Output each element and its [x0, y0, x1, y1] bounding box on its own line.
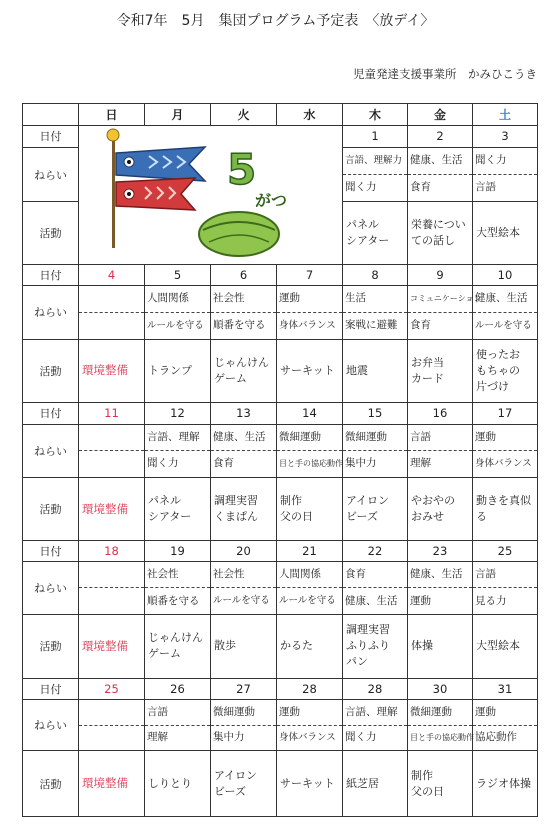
aim-secondary: 理解	[147, 731, 168, 744]
date-cell: 13	[211, 403, 277, 425]
aim-primary	[79, 700, 144, 726]
aim-cell	[277, 700, 343, 751]
pole-icon	[112, 136, 115, 248]
date-row	[23, 403, 538, 425]
date-cell: 1	[343, 125, 408, 148]
aim-primary: 食育	[343, 562, 407, 589]
activity-row	[23, 615, 538, 679]
activity-cell: サーキット	[277, 751, 343, 817]
aim-cell	[343, 424, 408, 477]
aim-cell	[408, 561, 473, 614]
aim-cell	[343, 561, 408, 614]
date-cell: 3	[473, 125, 538, 148]
aim-cell	[211, 700, 277, 751]
aim-secondary: 運動	[410, 594, 431, 607]
koinobori-illustration-svg	[79, 126, 343, 262]
date-row	[23, 264, 538, 286]
aim-row	[23, 561, 538, 614]
activity-cell: 地震	[343, 339, 408, 403]
date-label: 日付	[23, 403, 79, 425]
activity-cell: じゃんけん ゲーム	[211, 339, 277, 403]
activity-cell: やおやの おみせ	[408, 477, 473, 541]
activity-cell: 使ったお もちゃの 片づけ	[473, 339, 538, 403]
activity-cell: トランプ	[145, 339, 211, 403]
aim-primary: 健康、生活	[473, 286, 537, 313]
date-row	[23, 678, 538, 700]
aim-primary: 人間関係	[145, 286, 210, 313]
aim-secondary: 理解	[410, 457, 431, 470]
aim-cell	[277, 561, 343, 614]
aim-secondary: 集中力	[213, 731, 245, 744]
aim-row	[23, 286, 538, 339]
activity-label: 活動	[23, 751, 79, 817]
aim-primary: 言語	[145, 700, 210, 726]
weekday-header-row	[23, 104, 538, 126]
aim-primary: 言語	[408, 425, 472, 452]
activity-cell: 制作 父の日	[277, 477, 343, 541]
aim-primary: 運動	[473, 700, 537, 726]
aim-primary: 微細運動	[211, 700, 276, 726]
aim-cell	[277, 286, 343, 339]
kashiwa-mochi-icon	[199, 212, 279, 256]
activity-row	[23, 751, 538, 817]
activity-cell: 動きを真似る	[473, 477, 538, 541]
aim-secondary: 聞く力	[345, 181, 377, 194]
pole-wheel-icon	[107, 129, 119, 141]
aim-secondary: 案戦に避難	[345, 318, 398, 331]
aim-cell	[473, 148, 538, 202]
aim-cell	[473, 424, 538, 477]
date-cell: 25	[79, 678, 145, 700]
date-cell: 4	[79, 264, 145, 286]
month-five-text: 5	[227, 144, 257, 194]
aim-secondary: 目と手の協応動作	[279, 458, 343, 468]
aim-cell	[408, 148, 473, 202]
aim-primary: 言語	[473, 562, 537, 589]
aim-cell	[145, 286, 211, 339]
date-cell: 21	[277, 541, 343, 561]
activity-cell: 環境整備	[79, 339, 145, 403]
aim-primary	[79, 425, 144, 452]
date-cell: 28	[343, 678, 408, 700]
aim-secondary: 順番を守る	[147, 594, 200, 607]
activity-cell: アイロン ビーズ	[343, 477, 408, 541]
aim-primary: 社会性	[211, 286, 276, 313]
aim-primary: 言語、理解力	[343, 148, 407, 175]
aim-row	[23, 424, 538, 477]
aim-label: ねらい	[23, 700, 79, 751]
aim-secondary: 食育	[213, 457, 234, 470]
activity-cell: 大型絵本	[473, 202, 538, 264]
aim-cell	[473, 561, 538, 614]
date-cell: 31	[473, 678, 538, 700]
activity-label: 活動	[23, 202, 79, 264]
activity-cell: お弁当 カード	[408, 339, 473, 403]
aim-cell	[408, 700, 473, 751]
date-cell: 8	[343, 264, 408, 286]
aim-primary: 社会性	[211, 562, 276, 589]
date-cell: 19	[145, 541, 211, 561]
date-cell: 16	[408, 403, 473, 425]
aim-secondary: 食育	[410, 318, 431, 331]
day-header-sat: 土	[473, 104, 538, 126]
aim-secondary: ルールを守る	[147, 319, 204, 331]
activity-cell: 栄養につい ての話し	[408, 202, 473, 264]
aim-secondary: 言語	[475, 181, 496, 194]
aim-primary: 言語、理解	[343, 700, 407, 726]
activity-cell: 調理実習 ふりふり パン	[343, 615, 408, 679]
aim-secondary: 食育	[410, 181, 431, 194]
date-cell: 5	[145, 264, 211, 286]
aim-primary: 聞く力	[473, 148, 537, 175]
activity-cell: アイロン ビーズ	[211, 751, 277, 817]
aim-primary: 人間関係	[277, 562, 342, 589]
aim-secondary: 見る力	[475, 594, 507, 607]
aim-cell	[473, 700, 538, 751]
activity-cell: パネル シアター	[145, 477, 211, 541]
activity-cell: じゃんけん ゲーム	[145, 615, 211, 679]
activity-cell: サーキット	[277, 339, 343, 403]
aim-row	[23, 700, 538, 751]
aim-secondary: 集中力	[345, 457, 377, 470]
activity-cell: 散歩	[211, 615, 277, 679]
aim-cell	[79, 700, 145, 751]
activity-cell: 制作 父の日	[408, 751, 473, 817]
date-cell: 9	[408, 264, 473, 286]
aim-cell	[343, 700, 408, 751]
date-cell: 26	[145, 678, 211, 700]
date-cell: 14	[277, 403, 343, 425]
aim-primary: 言語、理解	[145, 425, 210, 452]
aim-label: ねらい	[23, 286, 79, 339]
activity-cell: 大型絵本	[473, 615, 538, 679]
aim-cell	[145, 561, 211, 614]
activity-cell: しりとり	[145, 751, 211, 817]
aim-cell	[211, 561, 277, 614]
date-cell: 7	[277, 264, 343, 286]
activity-cell: 紙芝居	[343, 751, 408, 817]
aim-secondary: ルールを守る	[279, 595, 336, 607]
activity-label: 活動	[23, 615, 79, 679]
date-label: 日付	[23, 125, 79, 148]
koinobori-illustration	[79, 125, 343, 264]
aim-secondary: ルールを守る	[475, 319, 532, 331]
date-cell: 22	[343, 541, 408, 561]
aim-primary: 微細運動	[277, 425, 342, 452]
organization-name: 児童発達支援事業所 かみひこうき	[353, 67, 537, 81]
activity-cell: ラジオ体操	[473, 751, 538, 817]
aim-primary: 健康、生活	[408, 562, 472, 589]
date-cell: 25	[473, 541, 538, 561]
aim-primary	[79, 562, 144, 589]
schedule-table	[22, 103, 538, 817]
date-cell: 30	[408, 678, 473, 700]
aim-secondary: 協応動作	[475, 731, 517, 744]
day-header-tue: 火	[211, 104, 277, 126]
date-label: 日付	[23, 264, 79, 286]
aim-secondary: 聞く力	[345, 731, 377, 744]
activity-cell: 環境整備	[79, 615, 145, 679]
aim-cell	[211, 286, 277, 339]
aim-label: ねらい	[23, 561, 79, 614]
aim-cell	[408, 286, 482, 339]
aim-primary: 運動	[473, 425, 537, 452]
activity-cell: 環境整備	[79, 751, 145, 817]
aim-secondary: 身体バランス	[279, 731, 336, 743]
aim-secondary	[79, 726, 144, 751]
date-cell: 23	[408, 541, 473, 561]
activity-cell: 体操	[408, 615, 473, 679]
aim-cell	[79, 561, 145, 614]
day-header-mon: 月	[145, 104, 211, 126]
activity-cell: かるた	[277, 615, 343, 679]
aim-primary: 社会性	[145, 562, 210, 589]
aim-label: ねらい	[23, 148, 79, 202]
activity-label: 活動	[23, 477, 79, 541]
aim-cell	[408, 424, 473, 477]
date-cell: 18	[79, 541, 145, 561]
aim-primary: 健康、生活	[408, 148, 472, 175]
activity-label: 活動	[23, 339, 79, 403]
date-cell: 11	[79, 403, 145, 425]
aim-cell	[211, 424, 277, 477]
aim-secondary	[79, 451, 144, 477]
aim-cell	[79, 424, 145, 477]
day-header-thu: 木	[343, 104, 408, 126]
date-cell: 12	[145, 403, 211, 425]
aim-cell	[79, 286, 145, 339]
day-header-fri: 金	[408, 104, 473, 126]
aim-secondary: 目と手の協応動作	[410, 732, 474, 742]
aim-primary: 運動	[277, 286, 342, 313]
date-cell: 6	[211, 264, 277, 286]
day-header-sun: 日	[79, 104, 145, 126]
aim-secondary	[79, 588, 144, 614]
aim-label: ねらい	[23, 424, 79, 477]
activity-row	[23, 477, 538, 541]
day-header-wed: 水	[277, 104, 343, 126]
date-cell: 28	[277, 678, 343, 700]
aim-cell	[343, 148, 408, 202]
date-label: 日付	[23, 541, 79, 561]
date-cell: 15	[343, 403, 408, 425]
month-gatsu-text: がつ	[255, 190, 288, 210]
date-cell: 20	[211, 541, 277, 561]
aim-cell	[343, 286, 408, 339]
aim-primary: コミュニケーション	[408, 286, 472, 313]
aim-secondary: 聞く力	[147, 457, 179, 470]
date-row	[23, 541, 538, 561]
aim-primary: 微細運動	[408, 700, 472, 726]
date-cell: 10	[473, 264, 538, 286]
aim-primary: 微細運動	[343, 425, 407, 452]
aim-cell	[473, 286, 538, 339]
aim-secondary: 健康、生活	[345, 594, 398, 607]
date-row	[23, 125, 538, 148]
aim-cell	[145, 424, 211, 477]
aim-secondary: 身体バランス	[279, 319, 336, 331]
date-cell: 2	[408, 125, 473, 148]
aim-cell	[145, 700, 211, 751]
page-title: 令和7年 5月 集団プログラム予定表 〈放デイ〉	[116, 13, 435, 29]
aim-primary: 生活	[343, 286, 407, 313]
activity-cell: パネル シアター	[343, 202, 408, 264]
corner-cell	[23, 104, 79, 126]
aim-secondary: 順番を守る	[213, 318, 266, 331]
activity-cell: 環境整備	[79, 477, 145, 541]
aim-primary	[79, 286, 144, 313]
aim-secondary: ルールを守る	[213, 595, 270, 607]
aim-cell	[277, 424, 343, 477]
activity-cell: 調理実習 くまぱん	[211, 477, 277, 541]
aim-secondary	[79, 313, 144, 339]
activity-row	[23, 339, 538, 403]
date-cell: 27	[211, 678, 277, 700]
date-cell: 17	[473, 403, 538, 425]
aim-primary: 運動	[277, 700, 342, 726]
aim-primary: 健康、生活	[211, 425, 276, 452]
date-label: 日付	[23, 678, 79, 700]
aim-secondary: 身体バランス	[475, 457, 532, 469]
